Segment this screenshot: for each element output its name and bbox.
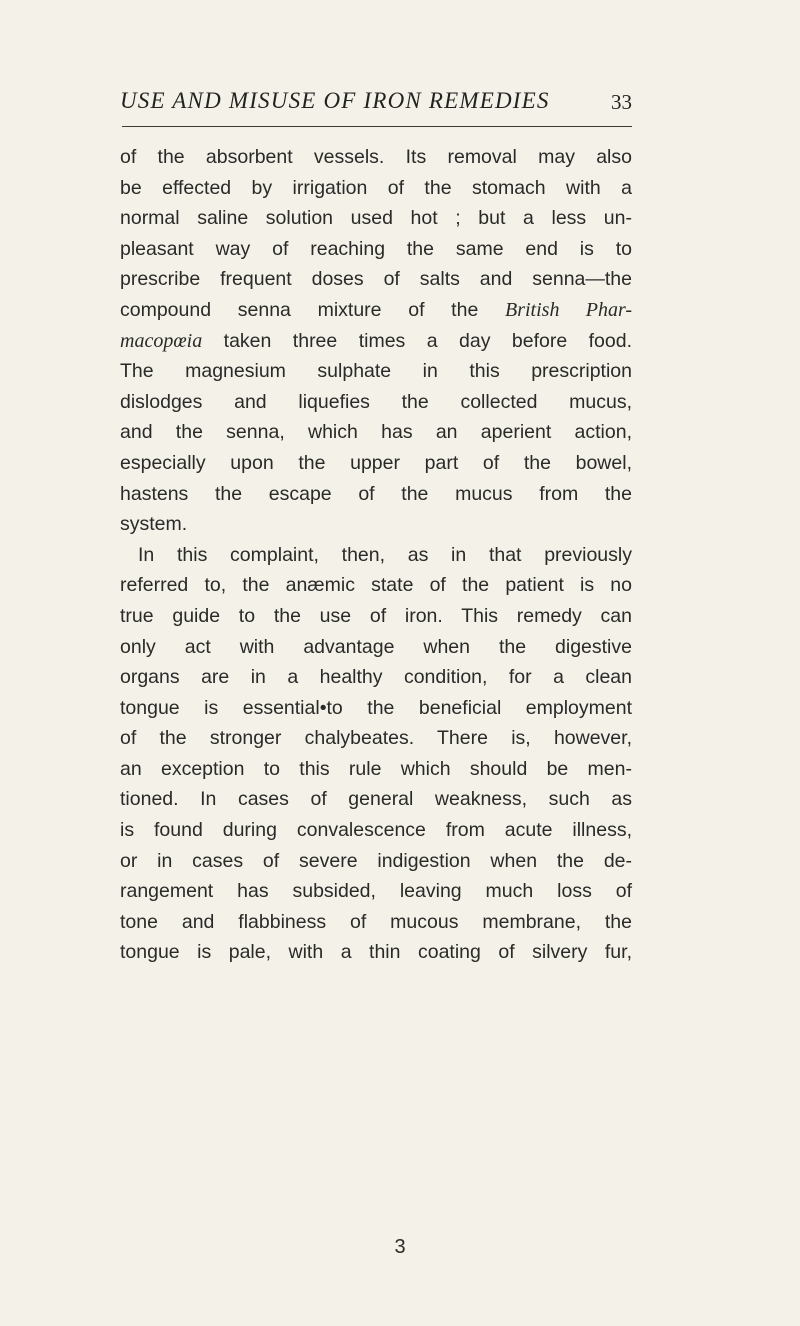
text-line (120, 295, 632, 326)
body-text (120, 142, 632, 968)
text-line (120, 356, 632, 387)
text-line (120, 448, 632, 479)
text-segment: normal saline solution used hot ; but a less un- (120, 207, 632, 230)
text-segment: be effected by irrigation of the stomach with a (120, 176, 632, 199)
text-segment: compound senna mixture of the (120, 298, 505, 321)
text-segment: only act with advantage when the digestive (120, 635, 632, 658)
text-line (120, 264, 632, 295)
text-segment: tioned. In cases of general weakness, such as (120, 788, 632, 811)
text-segment: In this complaint, then, as in that previously (138, 543, 632, 566)
text-segment: organs are in a healthy condition, for a clean (120, 666, 632, 689)
text-segment: rangement has subsided, leaving much loss of (120, 880, 632, 903)
text-segment: an exception to this rule which should be men- (120, 757, 632, 780)
text-line (120, 937, 632, 968)
text-line (120, 234, 632, 265)
page-number: 33 (611, 90, 632, 114)
text-line (120, 876, 632, 907)
text-line (120, 570, 632, 601)
text-segment: hastens the escape of the mucus from the (120, 482, 632, 505)
text-line (120, 203, 632, 234)
text-line (120, 662, 632, 693)
header-rule (122, 126, 632, 127)
text-segment: pleasant way of reaching the same end is to (120, 237, 632, 260)
text-line (120, 479, 632, 510)
text-line (120, 540, 632, 571)
text-segment: tone and flabbiness of mucous membrane, the (120, 910, 632, 933)
text-segment: taken three times a day before food. (202, 329, 632, 352)
text-line (120, 815, 632, 846)
text-line (120, 326, 632, 357)
text-line (120, 907, 632, 938)
text-line (120, 601, 632, 632)
text-segment: referred to, the anæmic state of the patient is no (120, 574, 632, 597)
text-line (120, 754, 632, 785)
text-segment: tongue is essential•to the beneficial employment (120, 696, 632, 719)
text-line (120, 387, 632, 418)
text-line (120, 784, 632, 815)
text-line (120, 632, 632, 663)
text-line (120, 723, 632, 754)
text-segment: of the stronger chalybeates. There is, however, (120, 727, 632, 750)
running-title: USE AND MISUSE OF IRON REMEDIES (120, 88, 550, 113)
text-segment: tongue is pale, with a thin coating of silvery fur, (120, 941, 632, 964)
text-segment: is found during convalescence from acute illness, (120, 819, 632, 842)
text-line (120, 846, 632, 877)
text-segment: system. (120, 513, 188, 536)
text-segment: The magnesium sulphate in this prescription (120, 360, 632, 383)
text-segment: especially upon the upper part of the bowel, (120, 451, 632, 474)
text-segment: or in cases of severe indigestion when the de- (120, 849, 632, 872)
text-line (120, 142, 632, 173)
text-segment: true guide to the use of iron. This remedy can (120, 604, 632, 627)
text-line (120, 693, 632, 724)
text-line (120, 417, 632, 448)
running-head (120, 88, 632, 128)
signature-mark: 3 (394, 1236, 406, 1258)
italic-text: British Phar- (505, 298, 632, 321)
text-segment: and the senna, which has an aperient action, (120, 421, 632, 444)
text-segment: dislodges and liquefies the collected mucus, (120, 390, 632, 413)
italic-text: macopœia (120, 329, 203, 352)
text-segment: prescribe frequent doses of salts and senna—the (120, 268, 632, 291)
text-segment: of the absorbent vessels. Its removal may also (120, 146, 632, 168)
text-line (120, 509, 632, 540)
text-line (120, 173, 632, 204)
